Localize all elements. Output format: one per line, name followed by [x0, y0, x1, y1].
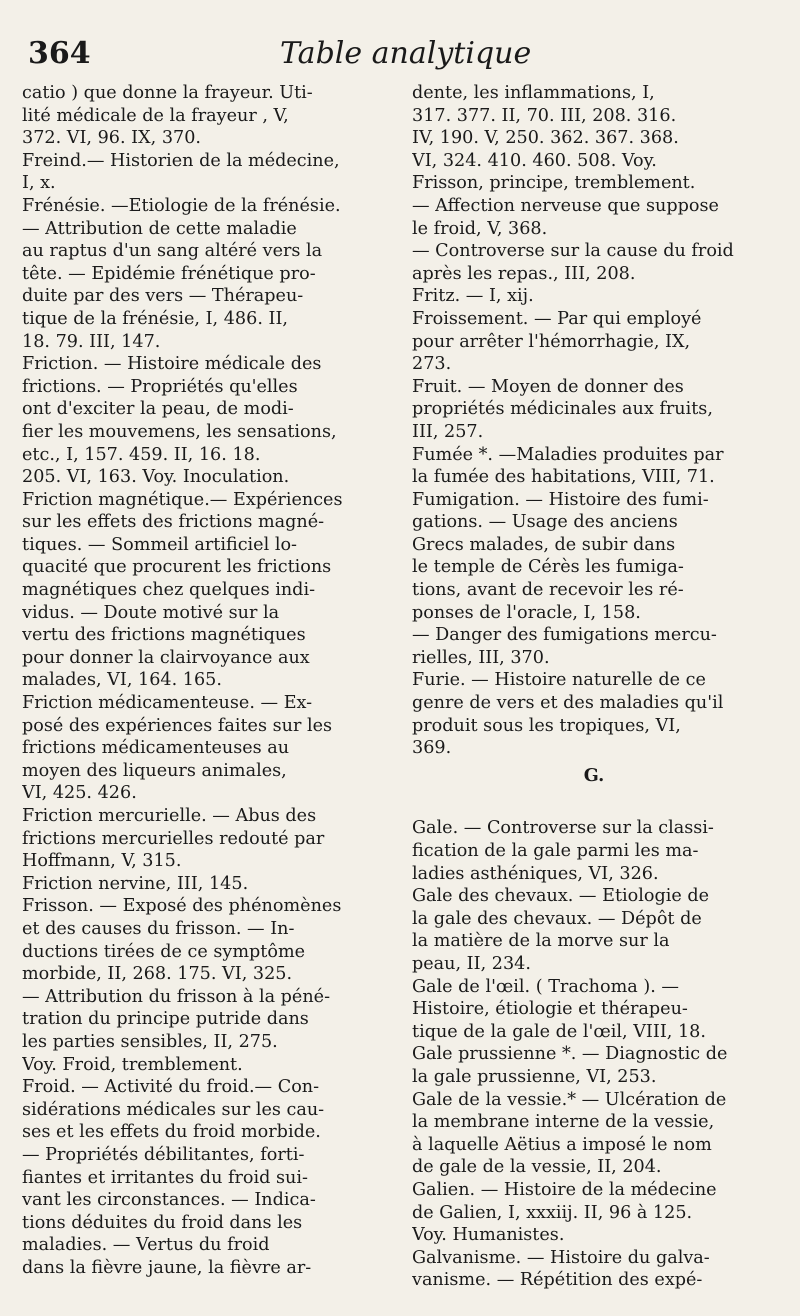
- index-line: Hoffmann, V, 315.: [22, 851, 182, 872]
- index-line: frictions mercurielles redouté par: [22, 828, 325, 849]
- index-line: 372. VI, 96. IX, 370.: [22, 128, 202, 149]
- index-line: pour donner la clairvoyance aux: [22, 647, 310, 668]
- index-line: après les repas., III, 208.: [412, 263, 636, 284]
- index-line: IV, 190. V, 250. 362. 367. 368.: [412, 128, 679, 149]
- index-line: et des causes du frisson. — In-: [22, 918, 295, 939]
- index-line: la gale des chevaux. — Dépôt de: [412, 908, 702, 929]
- index-line: peau, II, 234.: [412, 953, 531, 974]
- index-line: ductions tirées de ce symptôme: [22, 941, 306, 962]
- index-line: Gale. — Controverse sur la classi-: [412, 818, 714, 839]
- index-line: Friction médicamenteuse. — Ex-: [22, 693, 313, 714]
- index-line: Galvanisme. — Histoire du galva-: [412, 1247, 710, 1268]
- index-line: Voy. Humanistes.: [412, 1225, 565, 1246]
- index-line: lité médicale de la frayeur , V,: [22, 105, 289, 126]
- index-line: de Galien, I, xxxiij. II, 96 à 125.: [412, 1202, 693, 1223]
- index-line: vant les circonstances. — Indica-: [22, 1190, 316, 1211]
- index-line: malades, VI, 164. 165.: [22, 670, 222, 691]
- index-line: — Affection nerveuse que suppose: [412, 195, 719, 216]
- index-line: quacité que procurent les frictions: [22, 557, 332, 578]
- index-line: dente, les inflammations, I,: [412, 83, 655, 103]
- index-line: posé des expériences faites sur les: [22, 715, 333, 736]
- index-line: Gale des chevaux. — Etiologie de: [412, 886, 710, 907]
- index-line: fier les mouvemens, les sensations,: [22, 421, 337, 442]
- index-line: Gale de la vessie.* — Ulcération de: [412, 1089, 727, 1110]
- index-line: frictions. — Propriétés qu'elles: [22, 376, 298, 397]
- index-line: 369.: [412, 738, 452, 759]
- index-line: Furie. — Histoire naturelle de ce: [412, 670, 706, 691]
- index-line: Froissement. — Par qui employé: [412, 308, 702, 329]
- index-line: — Attribution du frisson à la péné-: [22, 986, 331, 1007]
- index-line: tions, avant de recevoir les ré-: [412, 580, 684, 601]
- index-line: tions déduites du froid dans les: [22, 1212, 303, 1233]
- right-column: [412, 82, 776, 1292]
- index-line: vidus. — Doute motivé sur la: [22, 602, 280, 623]
- index-line: de gale de la vessie, II, 204.: [412, 1157, 662, 1178]
- section-heading-g: G.: [583, 764, 605, 786]
- page-number: 364: [28, 36, 91, 71]
- page-header: [28, 36, 780, 80]
- index-line: fication de la gale parmi les ma-: [412, 841, 699, 861]
- index-line: ses et les effets du froid morbide.: [22, 1122, 321, 1143]
- index-line: dans la fièvre jaune, la fièvre ar-: [22, 1257, 312, 1278]
- index-line: — Propriétés débilitantes, forti-: [22, 1144, 305, 1165]
- index-line: vanisme. — Répétition des expé-: [412, 1270, 703, 1291]
- index-line: ont d'exciter la peau, de modi-: [22, 399, 294, 420]
- index-line: Gale prussienne *. — Diagnostic de: [412, 1044, 728, 1065]
- index-line: Fumée *. —Maladies produites par: [412, 444, 724, 465]
- index-line: fiantes et irritantes du froid sui-: [22, 1167, 308, 1188]
- index-line: frictions médicamenteuses au: [22, 738, 290, 759]
- index-line: 273.: [412, 354, 452, 375]
- index-line: la matière de la morve sur la: [412, 931, 670, 952]
- index-line: vertu des frictions magnétiques: [22, 625, 306, 646]
- index-line: au raptus d'un sang altéré vers la: [22, 241, 323, 262]
- index-line: Grecs malades, de subir dans: [412, 534, 676, 555]
- index-line: gations. — Usage des anciens: [412, 512, 678, 533]
- index-line: produit sous les tropiques, VI,: [412, 715, 681, 736]
- index-line: tête. — Epidémie frénétique pro-: [22, 263, 316, 284]
- index-line: Frénésie. —Etiologie de la frénésie.: [22, 195, 341, 216]
- index-line: Fritz. — I, xij.: [412, 286, 534, 307]
- index-line: Froid. — Activité du froid.— Con-: [22, 1077, 320, 1098]
- index-line: 205. VI, 163. Voy. Inoculation.: [22, 467, 290, 488]
- index-line: à laquelle Aëtius a imposé le nom: [412, 1134, 712, 1155]
- index-line: — Attribution de cette maladie: [22, 218, 297, 239]
- index-line: la gale prussienne, VI, 253.: [412, 1066, 657, 1087]
- index-line: morbide, II, 268. 175. VI, 325.: [22, 964, 293, 985]
- index-line: magnétiques chez quelques indi-: [22, 580, 316, 601]
- index-line: I, x.: [22, 173, 56, 194]
- index-line: ladies asthéniques, VI, 326.: [412, 863, 659, 884]
- index-line: Friction nervine, III, 145.: [22, 873, 249, 894]
- index-line: Freind.— Historien de la médecine,: [22, 150, 340, 171]
- index-line: duite par des vers — Thérapeu-: [22, 286, 304, 307]
- index-line: catio ) que donne la frayeur. Uti-: [22, 83, 313, 103]
- index-line: — Controverse sur la cause du froid: [412, 241, 734, 262]
- index-line: III, 257.: [412, 421, 484, 442]
- index-line: 18. 79. III, 147.: [22, 331, 161, 352]
- index-line: — Danger des fumigations mercu-: [412, 625, 717, 646]
- index-line: VI, 425. 426.: [22, 783, 137, 804]
- right-column-entries-g: [412, 817, 776, 1291]
- index-line: sidérations médicales sur les cau-: [22, 1099, 325, 1120]
- index-line: la fumée des habitations, VIII, 71.: [412, 467, 715, 488]
- index-line: 317. 377. II, 70. III, 208. 316.: [412, 105, 677, 126]
- index-line: Fumigation. — Histoire des fumi-: [412, 489, 709, 510]
- index-line: pour arrêter l'hémorrhagie, IX,: [412, 331, 691, 352]
- index-line: maladies. — Vertus du froid: [22, 1235, 270, 1256]
- index-line: Voy. Froid, tremblement.: [22, 1054, 243, 1075]
- right-column-entries-f: [412, 82, 776, 760]
- index-line: sur les effets des frictions magné-: [22, 512, 325, 533]
- left-column: [22, 82, 392, 1279]
- index-line: Galien. — Histoire de la médecine: [412, 1179, 717, 1200]
- index-line: Gale de l'œil. ( Trachoma ). —: [412, 976, 680, 997]
- index-line: Friction magnétique.— Expériences: [22, 489, 343, 510]
- index-line: VI, 324. 410. 460. 508. Voy.: [412, 150, 657, 171]
- index-line: Histoire, étiologie et thérapeu-: [412, 999, 688, 1020]
- index-line: Friction. — Histoire médicale des: [22, 354, 322, 375]
- index-line: Fruit. — Moyen de donner des: [412, 376, 684, 397]
- index-line: rielles, III, 370.: [412, 647, 550, 668]
- running-title: Table analytique: [280, 36, 532, 71]
- index-line: tique de la frénésie, I, 486. II,: [22, 308, 288, 329]
- index-line: genre de vers et des maladies qu'il: [412, 693, 724, 714]
- index-line: Frisson, principe, tremblement.: [412, 173, 696, 194]
- index-line: ponses de l'oracle, I, 158.: [412, 602, 641, 623]
- index-line: Frisson. — Exposé des phénomènes: [22, 896, 342, 917]
- index-line: le froid, V, 368.: [412, 218, 548, 239]
- index-line: tration du principe putride dans: [22, 1009, 309, 1030]
- index-line: tiques. — Sommeil artificiel lo-: [22, 534, 297, 555]
- index-line: les parties sensibles, II, 275.: [22, 1031, 278, 1052]
- index-line: le temple de Cérès les fumiga-: [412, 557, 684, 578]
- index-line: etc., I, 157. 459. II, 16. 18.: [22, 444, 261, 465]
- index-line: tique de la gale de l'œil, VIII, 18.: [412, 1021, 706, 1042]
- index-line: Friction mercurielle. — Abus des: [22, 806, 317, 826]
- index-line: moyen des liqueurs animales,: [22, 760, 287, 781]
- index-line: la membrane interne de la vessie,: [412, 1112, 715, 1133]
- index-line: propriétés médicinales aux fruits,: [412, 399, 713, 420]
